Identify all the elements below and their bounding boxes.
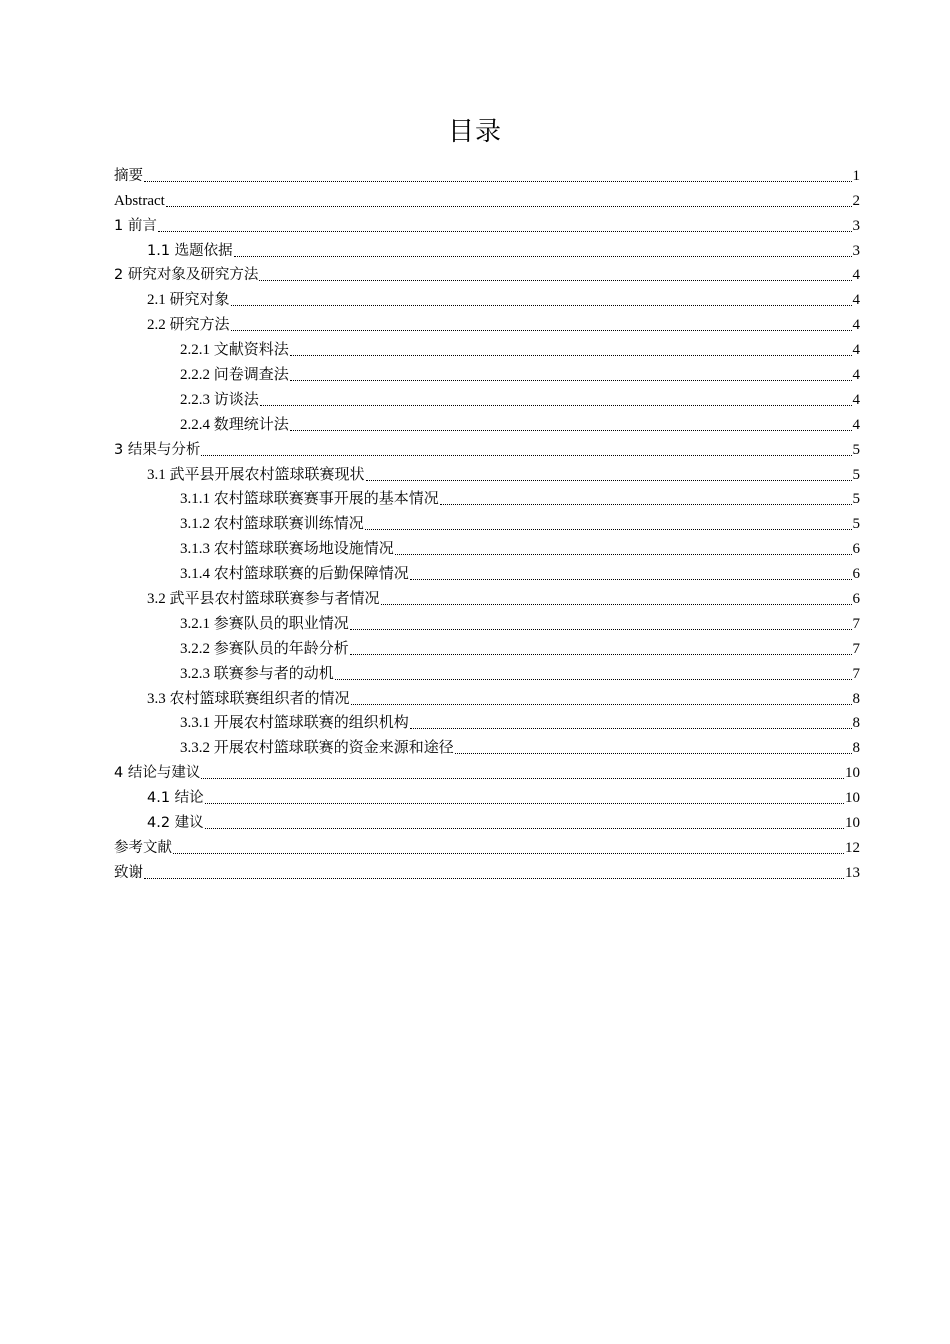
toc-entry-label: 参考文献 bbox=[114, 839, 172, 856]
toc-entry[interactable] bbox=[114, 335, 860, 360]
toc-entry-page-number: 7 bbox=[852, 615, 860, 632]
toc-entry-label: 1 前言 bbox=[114, 217, 157, 234]
toc-entry[interactable] bbox=[114, 858, 860, 883]
toc-dot-leader bbox=[144, 166, 852, 186]
toc-entry-page-number: 6 bbox=[852, 541, 860, 558]
toc-dot-leader bbox=[440, 489, 852, 509]
toc-entry[interactable] bbox=[114, 684, 860, 709]
toc-dot-leader bbox=[335, 664, 852, 684]
toc-entry-page-number: 3 bbox=[852, 217, 860, 234]
toc-entry-page-number: 4 bbox=[852, 367, 860, 384]
toc-entry-page-number: 4 bbox=[852, 391, 860, 408]
toc-entry[interactable] bbox=[114, 534, 860, 559]
toc-entry-page-number: 4 bbox=[852, 267, 860, 284]
toc-entry-page-number: 7 bbox=[852, 640, 860, 657]
toc-entry[interactable] bbox=[114, 609, 860, 634]
toc-entry-label: 3.2.1 参赛队员的职业情况 bbox=[180, 615, 349, 632]
toc-entry-label: 3.2.3 联赛参与者的动机 bbox=[180, 665, 334, 682]
toc-entry-label: 2.2.3 访谈法 bbox=[180, 391, 259, 408]
toc-entry-page-number: 8 bbox=[852, 715, 860, 732]
toc-entry-page-number: 5 bbox=[852, 516, 860, 533]
toc-entry[interactable] bbox=[114, 584, 860, 609]
toc-entry-label: 3.2 武平县农村篮球联赛参与者情况 bbox=[147, 591, 380, 608]
toc-dot-leader bbox=[201, 763, 844, 783]
table-of-contents bbox=[114, 161, 860, 883]
toc-entry[interactable] bbox=[114, 435, 860, 460]
toc-entry-page-number: 10 bbox=[845, 790, 860, 807]
toc-dot-leader bbox=[144, 863, 844, 883]
toc-entry-label: 2.2.2 问卷调查法 bbox=[180, 367, 289, 384]
toc-dot-leader bbox=[410, 564, 852, 584]
toc-entry-page-number: 8 bbox=[852, 740, 860, 757]
toc-entry-label: 3.1.4 农村篮球联赛的后勤保障情况 bbox=[180, 566, 409, 583]
toc-entry[interactable] bbox=[114, 559, 860, 584]
toc-dot-leader bbox=[173, 838, 844, 858]
toc-entry-page-number: 4 bbox=[852, 292, 860, 309]
toc-entry-label: 2.2 研究方法 bbox=[147, 317, 230, 334]
toc-entry-label: 3.3.1 开展农村篮球联赛的组织机构 bbox=[180, 715, 409, 732]
toc-dot-leader bbox=[205, 788, 844, 808]
toc-entry-page-number: 5 bbox=[852, 466, 860, 483]
toc-entry-page-number: 4 bbox=[852, 317, 860, 334]
toc-entry-page-number: 10 bbox=[845, 765, 860, 782]
toc-entry[interactable] bbox=[114, 733, 860, 758]
toc-entry-page-number: 5 bbox=[852, 491, 860, 508]
toc-entry-label: 3.1.1 农村篮球联赛赛事开展的基本情况 bbox=[180, 491, 439, 508]
toc-entry-label: 摘要 bbox=[114, 167, 143, 184]
page-title: 目录 bbox=[447, 117, 502, 147]
toc-entry[interactable] bbox=[114, 310, 860, 335]
toc-dot-leader bbox=[365, 514, 852, 534]
toc-entry-page-number: 1 bbox=[852, 167, 860, 184]
toc-dot-leader bbox=[231, 315, 852, 335]
toc-entry-label: 4.2 建议 bbox=[147, 815, 204, 832]
toc-entry-label: 3.2.2 参赛队员的年龄分析 bbox=[180, 640, 349, 657]
toc-dot-leader bbox=[290, 415, 852, 435]
toc-entry-label: 4 结论与建议 bbox=[114, 765, 201, 782]
toc-dot-leader bbox=[350, 614, 852, 634]
toc-entry-label: 3.1 武平县开展农村篮球联赛现状 bbox=[147, 466, 365, 483]
toc-dot-leader bbox=[351, 689, 852, 709]
toc-entry-label: Abstract bbox=[114, 192, 165, 209]
toc-entry-page-number: 5 bbox=[852, 441, 860, 458]
toc-entry[interactable] bbox=[114, 385, 860, 410]
toc-entry-label: 1.1 选题依据 bbox=[147, 242, 233, 259]
toc-entry-label: 3 结果与分析 bbox=[114, 441, 201, 458]
toc-entry-label: 2.1 研究对象 bbox=[147, 292, 230, 309]
toc-entry-page-number: 2 bbox=[852, 192, 860, 209]
toc-entry-page-number: 4 bbox=[852, 416, 860, 433]
toc-entry[interactable] bbox=[114, 833, 860, 858]
toc-entry[interactable] bbox=[114, 236, 860, 261]
toc-entry[interactable] bbox=[114, 285, 860, 310]
toc-dot-leader bbox=[201, 440, 851, 460]
toc-dot-leader bbox=[259, 265, 851, 285]
toc-entry-page-number: 12 bbox=[845, 839, 860, 856]
toc-entry[interactable] bbox=[114, 460, 860, 485]
toc-entry[interactable] bbox=[114, 261, 860, 286]
toc-entry-label: 3.3.2 开展农村篮球联赛的资金来源和途径 bbox=[180, 740, 454, 757]
toc-entry-label: 4.1 结论 bbox=[147, 790, 204, 807]
toc-dot-leader bbox=[234, 241, 852, 261]
toc-dot-leader bbox=[158, 216, 852, 236]
toc-dot-leader bbox=[381, 589, 852, 609]
toc-entry[interactable] bbox=[114, 360, 860, 385]
toc-entry[interactable] bbox=[114, 709, 860, 734]
toc-entry-label: 2.2.1 文献资料法 bbox=[180, 342, 289, 359]
toc-entry[interactable] bbox=[114, 161, 860, 186]
toc-entry[interactable] bbox=[114, 783, 860, 808]
toc-entry-label: 2 研究对象及研究方法 bbox=[114, 267, 259, 284]
toc-entry-page-number: 8 bbox=[852, 690, 860, 707]
toc-dot-leader bbox=[260, 390, 852, 410]
toc-entry[interactable] bbox=[114, 659, 860, 684]
toc-entry-page-number: 7 bbox=[852, 665, 860, 682]
toc-entry-page-number: 10 bbox=[845, 815, 860, 832]
toc-entry[interactable] bbox=[114, 211, 860, 236]
toc-dot-leader bbox=[455, 738, 852, 758]
toc-entry-page-number: 6 bbox=[852, 591, 860, 608]
toc-entry-page-number: 13 bbox=[845, 864, 860, 881]
toc-entry[interactable] bbox=[114, 808, 860, 833]
toc-dot-leader bbox=[410, 713, 852, 733]
toc-entry-label: 3.1.2 农村篮球联赛训练情况 bbox=[180, 516, 364, 533]
toc-entry-page-number: 4 bbox=[852, 342, 860, 359]
toc-entry[interactable] bbox=[114, 758, 860, 783]
toc-entry-label: 致谢 bbox=[114, 864, 143, 881]
toc-entry-page-number: 6 bbox=[852, 566, 860, 583]
toc-dot-leader bbox=[205, 813, 844, 833]
toc-dot-leader bbox=[290, 365, 852, 385]
toc-dot-leader bbox=[166, 191, 852, 211]
toc-entry-label: 3.3 农村篮球联赛组织者的情况 bbox=[147, 690, 350, 707]
toc-dot-leader bbox=[231, 290, 852, 310]
toc-entry-page-number: 3 bbox=[852, 242, 860, 259]
toc-entry-label: 3.1.3 农村篮球联赛场地设施情况 bbox=[180, 541, 394, 558]
toc-dot-leader bbox=[350, 639, 852, 659]
toc-dot-leader bbox=[366, 465, 852, 485]
toc-entry[interactable] bbox=[114, 410, 860, 435]
toc-entry[interactable] bbox=[114, 485, 860, 510]
toc-entry[interactable] bbox=[114, 509, 860, 534]
toc-dot-leader bbox=[395, 539, 852, 559]
toc-entry-label: 2.2.4 数理统计法 bbox=[180, 416, 289, 433]
toc-dot-leader bbox=[290, 340, 852, 360]
toc-entry[interactable] bbox=[114, 186, 860, 211]
toc-entry[interactable] bbox=[114, 634, 860, 659]
